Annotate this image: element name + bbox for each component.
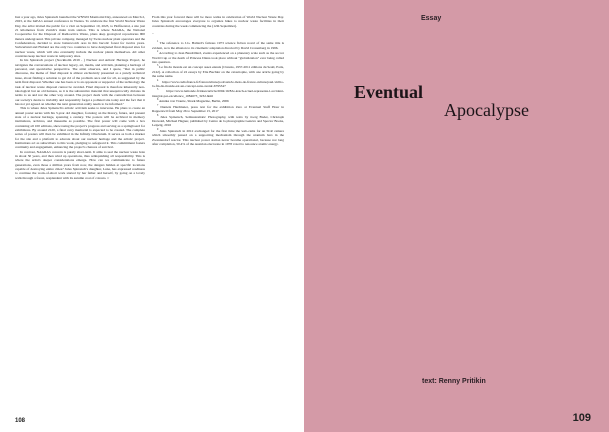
- title-line-2: Apocalypse: [444, 100, 529, 120]
- footnote-number: 1: [157, 40, 159, 44]
- author-credit: text: Renny Pritikin: [422, 378, 486, 385]
- footnote: [152, 50, 284, 64]
- body-paragraph: In his Spinatsch project (Stockholm 2019 - ) Nuclear and Artistic Heritage Project, he navigates the conversations of nuclear legacy, art, media, and activism, planning a heritage of personal, and speculative perspective. The artist observes, and I quote, "that in public discourse, the theme of final disposal is almost exclusively presented as a purely technical issue, about finding a solution to get rid of the problem once and for all, as suggested by the term final disposal. Whether one has been or is an opponent or supporter of the technology the task of nuclear waste disposal cannot be avoided. Final disposal is therefore inherently non-ideological but an old harness, as it is the substantive material that unequivocally dictates its terms to us and not the other way around. The project deals with the contradiction between our society's desire to invisibly and responsibly forget a polluted site today and the fact that it has not yet agreed on whether the next generation really needs to be informed.": [15, 58, 145, 106]
- page-number-right: 109: [572, 412, 591, 424]
- footnote-number: 9: [157, 127, 159, 131]
- body-paragraph: From this year forward there will be more walks in celebration of World Nuclear Waste Day. Jules Spinatsch encourages everyone to organize hikes to nuclear waste facilities in their countries during the week commencing the (12th September).: [152, 15, 284, 28]
- body-paragraph: Just a year ago, Jules Spinatsch launched the WNWD Monitorial Day, announced on March 2, 2023, at the IAEA's annual conference in Vienna. To celebrate the first World Nuclear Waste Day, the artist invited the public for a visit on September 10, 2023, to Hoffnerstal, a site just 21 kilometres from Zurich's main train station. This is where NAGRA, the National Cooperative for the Disposal of Radioactive Waste, plans deep geological repositories 900 meters underground. This private company, managed by Swiss nuclear plant operators and the Confederation, decided to store butterscotch ores in this bucolic forest for twelve years. Switzerland and Finland are the only two countries to have designated final disposal sites for nuclear waste, which will also eventually include the nuclear plants themselves. All other countries keep nuclear waste in temporary sites.: [15, 15, 145, 59]
- footnotes: [152, 40, 284, 146]
- footnote: [152, 104, 284, 114]
- footnote: [152, 114, 284, 128]
- footnote-number: 4: [157, 78, 159, 82]
- footnote-text: https://www.lemonde.fr/idees/article/2004/10/8/le-krach-actuel-represente-l-accident-integral-par-excellence_1084673_3232.html: [152, 89, 284, 98]
- footnote: [152, 40, 284, 50]
- footnote-number: 3: [157, 64, 159, 68]
- footnote-divider: –: [152, 31, 154, 36]
- footnote: [152, 128, 284, 147]
- footnote: [152, 88, 284, 98]
- text-column-left: [15, 15, 145, 180]
- page-number-left: 108: [15, 418, 26, 424]
- left-page: [0, 0, 304, 432]
- footnote: [152, 78, 284, 92]
- footnote: [152, 64, 284, 78]
- footnote-number: 6: [157, 98, 159, 102]
- footnote-text: The reference to J.G. Ballard's famous 1973 science fiction novel of the same title is evident, as is the allusion to its cinematic adaptation directed by David Cronenberg in 1996.: [152, 41, 284, 50]
- footnote-text: https://www.radiofrance.fr/franceculture/podcasts/le-mois-de-france-culture/paul-virilio-la-fin-du-monde-est-un-concept-sans-avenir-6795347: [152, 79, 284, 89]
- right-page: [304, 0, 609, 432]
- footnote-number: 8: [157, 113, 159, 117]
- body-paragraph: In contrast, NAGRA's concern is purely short-term. It aims to seal the nuclear waste hole in about 50 years, and then wind up operations, thus relinquishing all responsibility. This is where the artist's deeper considerations emerge. How can we communicate to future generations, even those a million years from now, the dangers hidden at specific locations capable of destroying entire cities? Jules Spinatsch's daughter, Luna, has expressed readiness to continue the work-of-short work started by her father and herself, by going on a lovely walk through a forest, resplendent with its autumn coat of colours. //: [15, 149, 145, 180]
- text-column-right: [152, 15, 284, 146]
- footnote-text: Le fin du monde est un concept assez ennuis (Clarens, 1957-2011 éditions du Seuil, Paris, 2122). A collection of 22 essays by Elie Buchler on the catastrophe, with one article going by the same name.: [152, 65, 284, 79]
- footnote-number: 5: [157, 88, 159, 92]
- footnote-text: Jules Spinatsch, Semiautomatic Photography, with texts by Joerg Bader, Christoph Doswald, Michael Hagner, published by Centre de la photographie Genève and Spector Books, Leipzig, 2016: [152, 114, 285, 128]
- footnote-text: Jules Spinatsch in 2012 exchanged for the first time the web-cams for an SLR camera which smoothly passed on a supporting mechanism through the uranium bars in the Zwentendorf reactor. This nuclear power station never became operational, because not long after completion, 50.4% of the Austrian electorate in 1978 voted to renounce atomic energy.: [152, 128, 284, 146]
- footnote-text: Daniela Hardmeier, press text for the exhibition Zero at Eventual Stuff Hour in Rapperswil from May 26 to September 15, 2017: [152, 104, 285, 114]
- footnote-text: Annika von Trautte, Shark Magazine, Berlin, 2006: [158, 99, 229, 104]
- section-label: Essay: [421, 15, 442, 22]
- footnote-number: 2: [157, 50, 159, 54]
- title-line-1: Eventual: [354, 82, 424, 102]
- footnote-number: 7: [157, 103, 159, 107]
- footnote-text: According to Jean Baudrillard, events experienced on a planetary scale such as the soccer World Cup or the death of Princess Diana took place without "globalization" ever being called into question.: [152, 51, 284, 65]
- body-paragraph: This is where Jules Spinatsch's artistic activism seeks to intervene. He plans to create an annual poster series with his 3-year old daughter, focusing on the history, future, and present state of a nuclear heritage, spanning a century. The posters will be archived in memory institutions, archives, and museums as possible. The first poster will come with a box containing all 100 editions, showcasing the project's progress and serving as a springboard for exhibitions. By around 2120, a final carry memorial is expected to be created. The complete series of posters will then be exhibited in the Infinity Obscletum. It serves as both a marker for the site and a platform to educate about our nuclear heritage and the artistic project. Institutions act as subscribers to this work, pledging to safeguard it. This commitment fosters continuity and engagement, enhancing the project's chances of survival.: [15, 106, 145, 150]
